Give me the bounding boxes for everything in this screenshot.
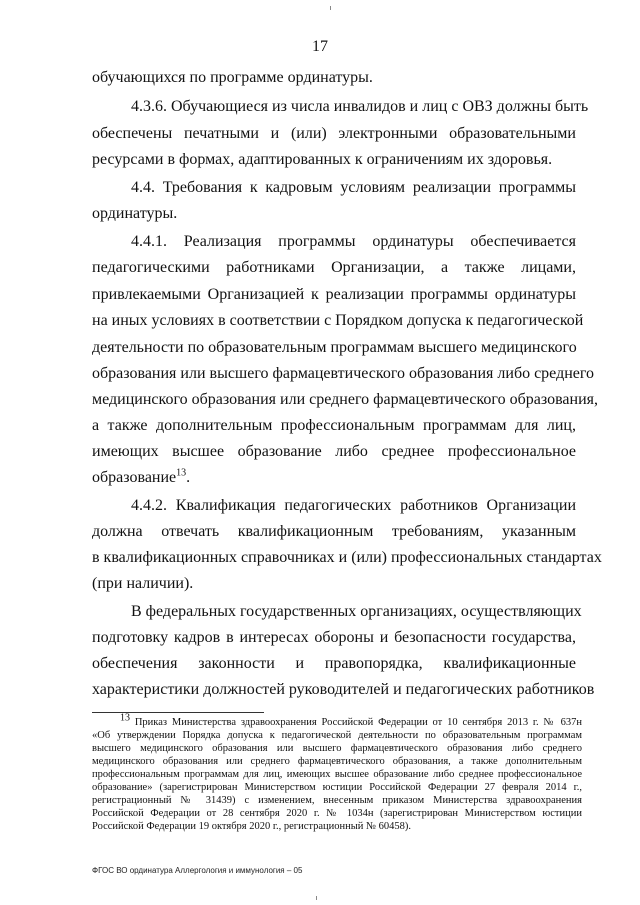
body-line	[92, 68, 576, 88]
body-line-text: обеспечения законности и правопорядка, квалификационные	[92, 655, 576, 672]
body-line-text: характеристики должностей руководителей и педагогических работников	[92, 681, 595, 698]
body-line	[92, 548, 602, 568]
body-line	[92, 628, 576, 648]
body-line-text: имеющих высшее образование либо среднее профессиональное	[92, 443, 576, 460]
body-line	[92, 574, 576, 594]
body-line-text: 4.4.1. Реализация программы ординатуры обеспечивается	[131, 233, 576, 250]
footnote-line-text: Российской Федерации 19 октября 2020 г., регистрационный № 60458).	[92, 821, 412, 832]
body-line	[131, 178, 576, 198]
body-line	[131, 496, 576, 516]
body-line	[92, 364, 595, 384]
body-line	[92, 311, 584, 331]
footnote-separator	[92, 712, 264, 713]
body-line-text: в квалификационных справочниках и (или) профессиональных стандартах	[92, 549, 602, 566]
scan-mark-bottom	[316, 896, 317, 900]
body-line	[92, 522, 576, 542]
body-line-text: образования или высшего фармацевтического образования либо среднего	[92, 365, 595, 382]
body-line	[92, 204, 576, 224]
body-line	[92, 680, 595, 700]
footnote-reference: 13	[176, 467, 187, 479]
scan-mark-top	[330, 6, 331, 10]
body-line-text: деятельности по образовательным программам высшего медицинского	[92, 339, 577, 356]
body-line-text: 4.3.6. Обучающиеся из числа инвалидов и лиц с ОВЗ должны быть	[131, 98, 589, 115]
body-line	[92, 338, 576, 358]
body-line-text: должна отвечать квалификационным требованиям, указанным	[92, 523, 576, 540]
footnote-line	[92, 742, 582, 755]
body-line-text: привлекаемыми Организацией к реализации программы ординатуры	[92, 286, 576, 303]
body-line	[92, 442, 576, 462]
document-footer: ФГОС ВО ординатура Аллергология и иммунология – 05	[92, 866, 303, 875]
body-line	[92, 150, 576, 170]
footnote-line	[120, 712, 582, 729]
body-line	[92, 468, 576, 488]
footnote-line	[92, 768, 582, 781]
footnote-line-text: высшего медицинского образования или высшего фармацевтического образования либо среднего	[92, 743, 582, 754]
body-line-text: ресурсами в формах, адаптированных к ограничениям их здоровья.	[92, 151, 553, 168]
body-line	[92, 416, 576, 436]
body-line-text: (при наличии).	[92, 575, 194, 592]
footnote-line	[92, 781, 582, 794]
footnote-line	[92, 807, 582, 820]
body-line-text: В федеральных государственных организациях, осуществляющих	[131, 603, 582, 620]
footnote-line	[92, 820, 582, 833]
page-number: 17	[312, 38, 328, 55]
footnote-line-text: регистрационный № 31439) с изменением, внесенным приказом Министерства здравоохранения	[92, 795, 582, 806]
body-line-text: 4.4.2. Квалификация педагогических работников Организации	[131, 497, 576, 514]
body-line-text: на иных условиях в соответствии с Порядком допуска к педагогической	[92, 312, 584, 329]
footnote-line-text: Приказ Министерства здравоохранения Российской Федерации от 10 сентября 2013 г. № 637н	[130, 717, 582, 728]
body-line-text: а также дополнительным профессиональным программам для лиц,	[92, 417, 576, 434]
body-line	[92, 654, 576, 674]
body-line	[131, 602, 582, 622]
body-line	[92, 258, 576, 278]
footnote-line	[92, 794, 582, 807]
body-line	[92, 124, 576, 144]
body-line-text: обучающихся по программе ординатуры.	[92, 69, 373, 86]
footnote-line-text: «Об утверждении Порядка допуска к педагогической деятельности по образовательным программам	[92, 730, 582, 741]
body-line-text: медицинского образования или среднего фармацевтического образования,	[92, 391, 598, 408]
body-line-text: 4.4. Требования к кадровым условиям реализации программы	[131, 179, 576, 196]
footnote-marker: 13	[120, 712, 130, 724]
footnote-line-text: Российской Федерации от 28 сентября 2020 г. № 1034н (зарегистрирован Министерством юстиции	[92, 808, 582, 819]
body-line-text: образование	[92, 469, 177, 486]
body-line	[131, 97, 589, 117]
body-line-text: подготовку кадров в интересах обороны и безопасности государства,	[92, 629, 576, 646]
footnote-line-text: профессиональным программам для лиц, имеющих высшее образование либо среднее профессиональное	[92, 769, 582, 780]
body-line-punctuation: .	[186, 469, 191, 486]
body-line-text: ординатуры.	[92, 205, 178, 222]
body-line	[92, 285, 576, 305]
footnote-line-text: образование» (зарегистрирован Министерством юстиции Российской Федерации 27 февраля 2014 г.,	[92, 782, 582, 793]
footnote-line	[92, 755, 582, 768]
footnote-line-text: медицинского образования или среднего фармацевтического образования, а также дополнительным	[92, 756, 582, 767]
body-line	[92, 390, 598, 410]
body-line-text: обеспечены печатными и (или) электронными образовательными	[92, 125, 576, 142]
body-line	[131, 232, 576, 252]
footnote-line	[92, 729, 582, 742]
body-line-text: педагогическими работниками Организации, а также лицами,	[92, 259, 576, 276]
